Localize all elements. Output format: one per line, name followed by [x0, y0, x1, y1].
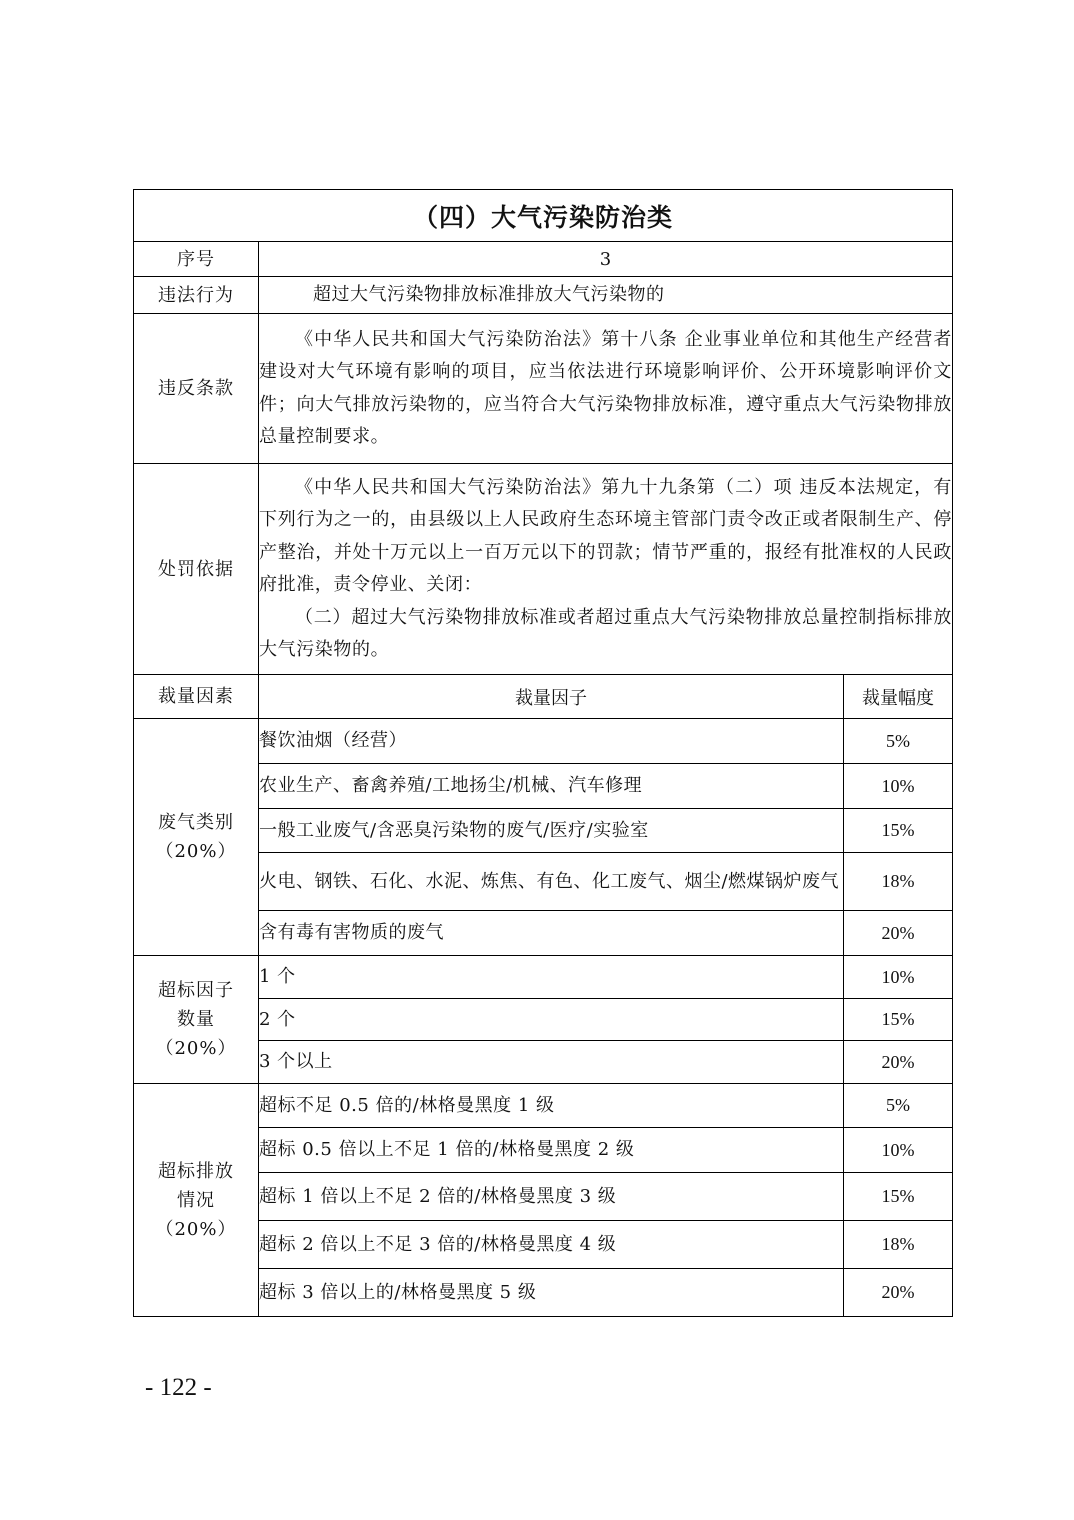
group-label-line: （20%） — [155, 1038, 237, 1059]
clause-label: 违反条款 — [134, 314, 259, 464]
factor-item-pct: 10% — [844, 956, 953, 999]
factor-item-pct: 20% — [844, 1269, 953, 1317]
penalty-text — [259, 464, 953, 675]
factor-item-text: 超标 3 倍以上的/林格曼黑度 5 级 — [259, 1269, 844, 1317]
factor-item-text: 超标不足 0.5 倍的/林格曼黑度 1 级 — [259, 1084, 844, 1128]
factor-item-pct: 20% — [844, 1041, 953, 1084]
factor-item-text: 超标 0.5 倍以上不足 1 倍的/林格曼黑度 2 级 — [259, 1128, 844, 1173]
factor-item-pct: 20% — [844, 911, 953, 956]
group-label-line: 超标排放 — [158, 1160, 234, 1182]
penalty-label: 处罚依据 — [134, 464, 259, 675]
factor-item-pct: 15% — [844, 1173, 953, 1221]
penalty-discretion-table — [133, 189, 953, 1317]
behavior-value: 超过大气污染物排放标准排放大气污染物的 — [259, 277, 953, 314]
penalty-paragraph-1: 《中华人民共和国大气污染防治法》第九十九条第（二）项 违反本法规定，有下列行为之一的，由县级以上人民政府生态环境主管部门责令改正或者限制生产、停产整治，并处十万元以上一百万元以下的罚款；情节严重的，报经有批准权的人民政府批准，责令停业、关闭： — [259, 476, 953, 595]
factor-group-gas-type — [134, 719, 259, 956]
factor-item-pct: 10% — [844, 1128, 953, 1173]
group-label-line: （20%） — [155, 841, 237, 862]
factor-item-text: 超标 2 倍以上不足 3 倍的/林格曼黑度 4 级 — [259, 1221, 844, 1269]
factor-item-pct: 15% — [844, 999, 953, 1041]
seq-label: 序号 — [134, 242, 259, 277]
factor-item-pct: 10% — [844, 764, 953, 809]
range-col-header: 裁量幅度 — [844, 675, 953, 719]
factor-item-text: 超标 1 倍以上不足 2 倍的/林格曼黑度 3 级 — [259, 1173, 844, 1221]
subfactor-col-header: 裁量因子 — [259, 675, 844, 719]
factor-item-text: 餐饮油烟（经营） — [259, 719, 844, 764]
group-label-line: 超标因子 — [158, 980, 234, 1001]
factor-item-pct: 15% — [844, 809, 953, 853]
group-label-line: （20%） — [155, 1218, 237, 1240]
group-label-line: 废气类别 — [158, 812, 234, 833]
factor-item-text: 农业生产、畜禽养殖/工地扬尘/机械、汽车修理 — [259, 764, 844, 809]
factor-col-header: 裁量因素 — [134, 675, 259, 719]
group-label-line: 数量 — [177, 1009, 215, 1030]
factor-group-exceed-count — [134, 956, 259, 1084]
factor-item-text: 火电、钢铁、石化、水泥、炼焦、有色、化工废气、烟尘/燃煤锅炉废气 — [259, 853, 844, 911]
clause-text — [259, 314, 953, 464]
penalty-paragraph-2: （二）超过大气污染物排放标准或者超过重点大气污染物排放总量控制指标排放大气污染物的。 — [259, 606, 953, 660]
factor-item-text: 3 个以上 — [259, 1041, 844, 1084]
section-title: （四）大气污染防治类 — [134, 190, 953, 242]
table-row — [134, 719, 953, 764]
factor-item-pct: 18% — [844, 1221, 953, 1269]
factor-item-pct: 18% — [844, 853, 953, 911]
factor-item-text: 2 个 — [259, 999, 844, 1041]
seq-value: 3 — [259, 242, 953, 277]
page-number: - 122 - — [145, 1374, 212, 1401]
group-label-line: 情况 — [177, 1189, 215, 1211]
factor-item-text: 含有毒有害物质的废气 — [259, 911, 844, 956]
factor-item-pct: 5% — [844, 1084, 953, 1128]
clause-paragraph: 《中华人民共和国大气污染防治法》第十八条 企业事业单位和其他生产经营者建设对大气环境有影响的项目，应当依法进行环境影响评价、公开环境影响评价文件；向大气排放污染物的，应当符合大气污染物排放标准，遵守重点大气污染物排放总量控制要求。 — [259, 328, 953, 447]
factor-item-text: 1 个 — [259, 956, 844, 999]
table-row — [134, 956, 953, 999]
factor-item-pct: 5% — [844, 719, 953, 764]
factor-group-exceed-situation — [134, 1084, 259, 1317]
table-row — [134, 1084, 953, 1128]
behavior-label: 违法行为 — [134, 277, 259, 314]
factor-item-text: 一般工业废气/含恶臭污染物的废气/医疗/实验室 — [259, 809, 844, 853]
